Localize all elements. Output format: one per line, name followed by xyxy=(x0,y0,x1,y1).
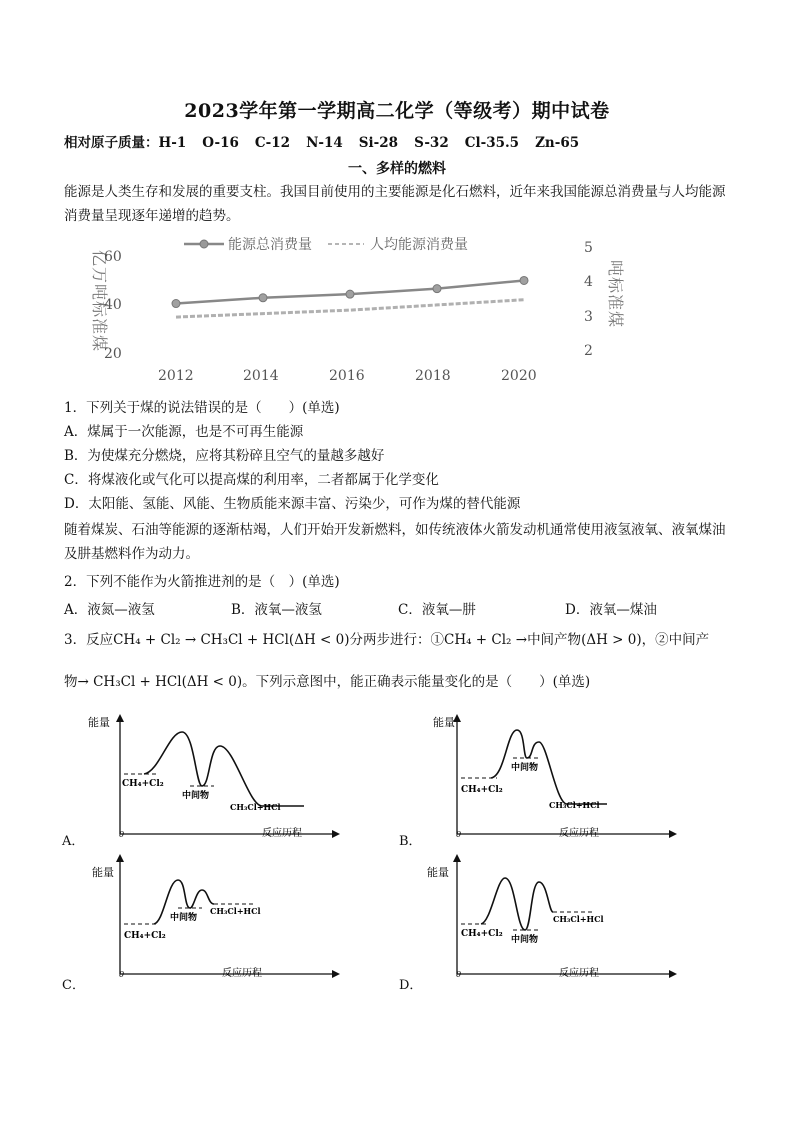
x-tick-label: 2018 xyxy=(415,368,451,384)
progress-axis-label: 反应历程 xyxy=(262,828,302,839)
legend-total-label: 能源总消费量 xyxy=(228,237,312,253)
left-tick-label: 60 xyxy=(104,249,122,265)
energy-axis-label: 能量 xyxy=(88,716,110,729)
q3-text: 3．反应 xyxy=(64,632,114,648)
energy-axis-label: 能量 xyxy=(427,866,449,879)
q3-equation: CH₄ + Cl₂ → CH₃Cl + HCl(ΔH < 0) xyxy=(113,632,350,648)
q2-option-a: A．液氮—液氢 xyxy=(64,602,155,618)
atomic-masses-label: 相对原子质量： xyxy=(64,135,159,151)
legend-total-marker xyxy=(200,240,208,248)
right-tick-label: 4 xyxy=(584,274,593,290)
left-tick-label: 40 xyxy=(104,297,122,313)
data-point-total xyxy=(520,276,528,284)
right-tick-label: 3 xyxy=(584,309,593,325)
series-line-per-capita xyxy=(176,300,524,317)
atomic-mass-item: S-32 xyxy=(414,135,449,151)
atomic-mass-item: Zn-65 xyxy=(535,135,580,151)
data-point-total xyxy=(172,300,180,308)
q1-option-a: A．煤属于一次能源，也是不可再生能源 xyxy=(64,424,304,440)
option-c-label: C． xyxy=(62,978,85,993)
progress-axis-label: 反应历程 xyxy=(222,968,262,979)
q2-options xyxy=(64,598,732,618)
reactant-label: CH₄+Cl₂ xyxy=(461,929,503,939)
intermediate-label: 中间物 xyxy=(182,791,210,801)
reactant-label: CH₄+Cl₂ xyxy=(122,779,164,789)
q1-option-d: D．太阳能、氢能、风能、生物质能来源丰富、污染少，可作为煤的替代能源 xyxy=(64,496,521,512)
left-axis-label: 亿万吨标准煤 xyxy=(90,250,109,353)
energy-curve xyxy=(491,730,607,804)
q3-text: 。下列示意图中，能正确表示能量变化的是（ ）(单选) xyxy=(242,674,591,690)
q3-equation: (ΔH > 0) xyxy=(581,632,642,648)
section-title: 一、多样的燃料 xyxy=(348,161,446,177)
origin-label: 0 xyxy=(456,830,462,839)
intro-paragraph: 能源是人类生存和发展的重要支柱。我国目前使用的主要能源是化石燃料，近年来我国能源总消费量与人均能源消费量呈现逐年递增的趋势。 xyxy=(64,184,726,224)
data-point-total xyxy=(259,294,267,302)
left-tick-label: 20 xyxy=(104,346,122,362)
q3-equation: CH₄ + Cl₂ → xyxy=(443,632,528,648)
right-tick-label: 5 xyxy=(584,240,593,256)
origin-label: 0 xyxy=(119,830,125,839)
atomic-mass-item: H-1 xyxy=(158,135,187,151)
right-tick-label: 2 xyxy=(584,343,593,359)
q3-equation: → CH₃Cl + HCl(ΔH < 0) xyxy=(77,674,243,690)
energy-chart-svg xyxy=(64,234,624,384)
x-tick-label: 2020 xyxy=(501,368,537,384)
data-point-total xyxy=(433,285,441,293)
q3-text: ，②中间产 xyxy=(641,632,710,648)
atomic-masses xyxy=(64,131,595,151)
atomic-mass-item: C-12 xyxy=(254,135,291,151)
option-a-label: A． xyxy=(62,834,85,849)
intermediate-label: 中间物 xyxy=(170,913,198,923)
diagram-c xyxy=(84,852,344,986)
right-axis-label: 吨标准煤 xyxy=(606,260,624,329)
energy-curve xyxy=(481,878,553,930)
diagram-d xyxy=(421,852,681,986)
passage-2: 随着煤炭、石油等能源的逐渐枯竭，人们开始开发新燃料，如传统液体火箭发动机通常使用液氢液氧、液氧煤油及肼基燃料作为动力。 xyxy=(64,522,726,562)
origin-label: 0 xyxy=(456,970,462,979)
product-label: CH₃Cl+HCl xyxy=(210,906,261,916)
energy-axis-label: 能量 xyxy=(92,866,114,879)
atomic-mass-item: O-16 xyxy=(202,135,239,151)
q3-stem-line2 xyxy=(64,672,590,692)
q1-option-c: C．将煤液化或气化可以提高煤的利用率，二者都属于化学变化 xyxy=(64,472,439,488)
atomic-mass-item: Si-28 xyxy=(358,135,399,151)
diagram-a xyxy=(84,712,344,846)
origin-label: 0 xyxy=(119,970,125,979)
intermediate-label: 中间物 xyxy=(511,935,539,945)
x-tick-label: 2014 xyxy=(243,368,279,384)
q2-option-b: B．液氧—液氢 xyxy=(231,602,322,618)
q2-option-c: C．液氧—肼 xyxy=(398,602,476,618)
q3-text: 分两步进行：① xyxy=(349,632,444,648)
reactant-label: CH₄+Cl₂ xyxy=(124,931,166,941)
x-tick-label: 2012 xyxy=(158,368,194,384)
q3-stem-line1 xyxy=(64,630,709,650)
diagram-b xyxy=(421,712,681,846)
reactant-label: CH₄+Cl₂ xyxy=(461,785,503,795)
option-d-label: D． xyxy=(399,978,423,993)
option-b-label: B． xyxy=(399,834,422,849)
q2-stem: 2．下列不能作为火箭推进剂的是（ ）(单选) xyxy=(64,574,340,590)
q1-stem: 1．下列关于煤的说法错误的是（ ）(单选) xyxy=(64,400,340,416)
product-label: CH₃Cl+HCl xyxy=(553,914,604,924)
product-label: CH₃Cl+HCl xyxy=(549,800,600,810)
progress-axis-label: 反应历程 xyxy=(559,968,599,979)
q3-text: 物 xyxy=(64,674,78,690)
q3-text: 中间产物 xyxy=(527,632,582,648)
atomic-mass-item: Cl-35.5 xyxy=(464,135,520,151)
paper-title: 2023学年第一学期高二化学（等级考）期中试卷 xyxy=(184,100,610,122)
product-label: CH₃Cl+HCl xyxy=(230,802,281,812)
data-point-total xyxy=(346,290,354,298)
energy-curve xyxy=(144,732,304,806)
legend-percap-label: 人均能源消费量 xyxy=(370,237,468,253)
x-tick-label: 2016 xyxy=(329,368,365,384)
intermediate-label: 中间物 xyxy=(511,763,539,773)
energy-axis-label: 能量 xyxy=(433,716,455,729)
q2-option-d: D．液氧—煤油 xyxy=(565,602,657,618)
energy-chart xyxy=(64,234,624,384)
progress-axis-label: 反应历程 xyxy=(559,828,599,839)
atomic-mass-item: N-14 xyxy=(306,135,343,151)
q1-option-b: B．为使煤充分燃烧，应将其粉碎且空气的量越多越好 xyxy=(64,448,385,464)
